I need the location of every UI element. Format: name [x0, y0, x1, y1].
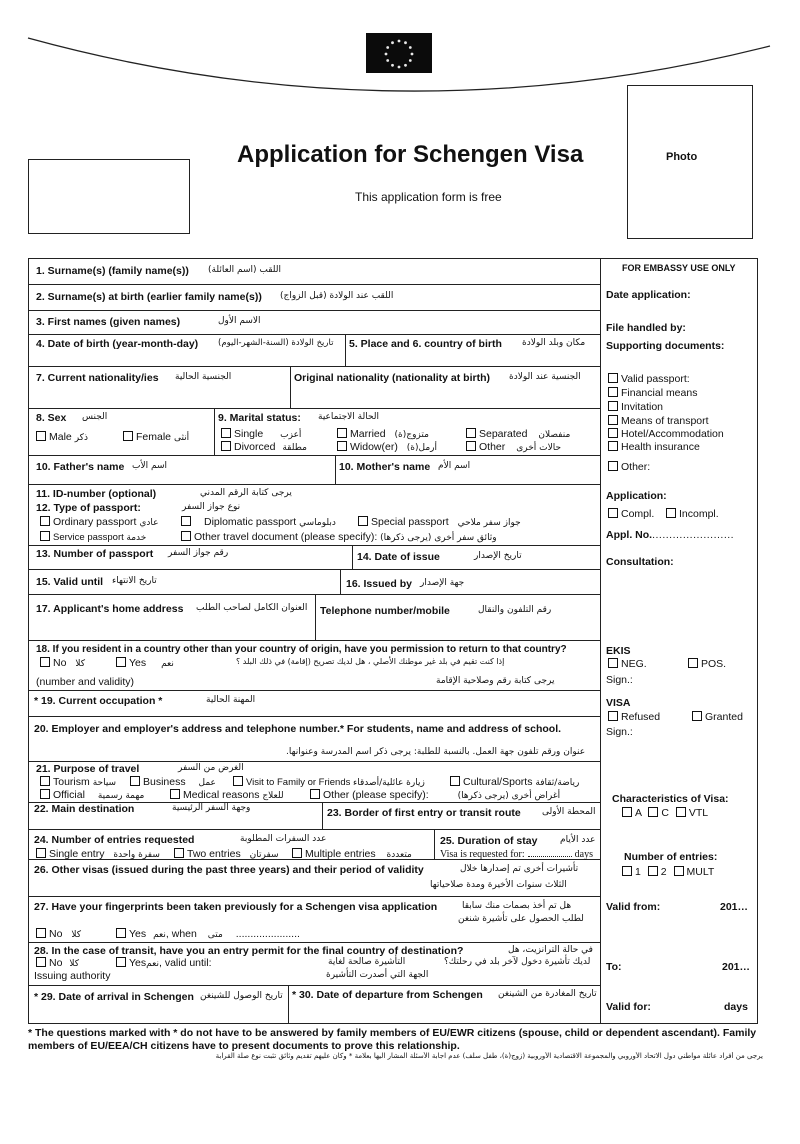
- embassy-doc-checkbox[interactable]: Invitation: [608, 401, 663, 413]
- field-mother-name-ar: اسم الأم: [438, 461, 471, 471]
- embassy-char-checkboxes[interactable]: A C VTL: [622, 807, 708, 819]
- embassy-valid-for: Valid for:: [606, 1001, 651, 1013]
- passport-ordinary-checkbox[interactable]: Ordinary passport عادي: [40, 516, 159, 528]
- field-residence-permit-ar: إذا كنت تقيم في بلد غير موطنك الأصلي ، هل لديك تصريح (إقامة) في ذلك البلد ؟: [236, 657, 505, 666]
- eu-flag: [366, 33, 432, 73]
- photo-label: Photo: [666, 151, 698, 163]
- field-date-of-issue[interactable]: 14. Date of issue: [357, 551, 440, 563]
- marital-divorced-checkbox[interactable]: Divorced مطلقة: [221, 441, 307, 453]
- embassy-supporting-docs: Supporting documents:: [606, 340, 725, 352]
- fingerprints-yes-checkbox[interactable]: Yes نعم, when متى ......................: [116, 928, 300, 940]
- field-father-name[interactable]: 10. Father's name: [36, 461, 125, 473]
- sex-male-checkbox[interactable]: Male ذكر: [36, 431, 88, 443]
- embassy-days: days: [724, 1001, 748, 1013]
- field-marital-status-ar: الحالة الاجتماعية: [318, 412, 379, 422]
- purpose-business-checkbox[interactable]: Business عمل: [130, 776, 216, 788]
- field-transit-permit-ar2: لديك تأشيرة دخول لآخر بلد في رحلتك؟: [444, 957, 591, 967]
- marital-widow-checkbox[interactable]: Widow(er) أرمل(ة): [337, 441, 437, 453]
- embassy-neg-checkbox[interactable]: NEG.: [608, 658, 647, 670]
- field-surname-at-birth-ar: اللقب عند الولادة (قبل الزواج): [280, 291, 394, 301]
- footer-note: * The questions marked with * do not have to be answered by family members of EU/EWR citizens (spouse, child or dependent ascendant). Family members of EU/EEA/CH citizens have to present documents to prove this relationship.: [28, 1027, 757, 1052]
- passport-other-checkbox[interactable]: Other travel document (please specify): وثائق سفر أخرى (يرجى ذكرها): [181, 531, 497, 543]
- field-other-visas[interactable]: 26. Other visas (issued during the past three years) and their period of validity: [34, 864, 424, 876]
- embassy-doc-checkbox[interactable]: Hotel/Accommodation: [608, 428, 724, 440]
- embassy-characteristics: Characteristics of Visa:: [612, 793, 729, 805]
- field-home-address[interactable]: 17. Applicant's home address: [36, 603, 184, 615]
- embassy-incompl-checkbox[interactable]: Incompl.: [666, 508, 719, 520]
- field-issuing-authority[interactable]: Issuing authority: [34, 970, 111, 982]
- eu-stars-icon: [366, 33, 432, 73]
- marital-other-checkbox[interactable]: Other حالات أخرى: [466, 441, 561, 453]
- field-place-country-birth-ar: مكان وبلد الولادة: [522, 338, 586, 348]
- field-purpose-ar: الغرض من السفر: [178, 763, 244, 773]
- field-occupation[interactable]: * 19. Current occupation *: [34, 695, 163, 707]
- embassy-to: To:: [606, 961, 622, 973]
- embassy-valid-from: Valid from:: [606, 901, 661, 913]
- transit-yes-checkbox[interactable]: Yesنعم, valid until:: [116, 957, 212, 969]
- purpose-cultural-checkbox[interactable]: Cultural/Sports رياضة/ثقافة: [450, 776, 579, 788]
- purpose-tourism-checkbox[interactable]: Tourism سياحة: [40, 776, 116, 788]
- embassy-refused-checkbox[interactable]: Refused: [608, 711, 660, 723]
- embassy-sign1: Sign.:: [606, 674, 633, 686]
- embassy-year1: 201…: [720, 901, 749, 913]
- field-residence-permit: 18. If you resident in a country other than your country of origin, have you permission to return to that country?: [36, 644, 567, 655]
- embassy-visa: VISA: [606, 697, 631, 709]
- field-fingerprints-ar1: هل تم أخذ بصمات منك سابقا: [462, 901, 572, 911]
- embassy-application: Application:: [606, 490, 667, 502]
- field-original-nationality-ar: الجنسية عند الولادة: [509, 372, 581, 382]
- transit-no-checkbox[interactable]: No كلا: [36, 957, 79, 969]
- field-fingerprints-ar2: لطلب الحصول على تأشيرة شنغن: [458, 914, 584, 924]
- field-date-of-issue-ar: تاريخ الإصدار: [474, 551, 522, 561]
- embassy-compl-checkbox[interactable]: Compl.: [608, 508, 654, 520]
- embassy-appl-no: Appl. No.........................: [606, 529, 735, 541]
- field-passport-type: 12. Type of passport:: [36, 502, 141, 514]
- embassy-date-application: Date application:: [606, 289, 691, 301]
- embassy-doc-checkbox[interactable]: Means of transport: [608, 415, 709, 427]
- entries-multiple-checkbox[interactable]: Multiple entries متعددة: [292, 848, 412, 860]
- field-transit-permit-ar1: في حالة الترانزيت، هل: [508, 945, 593, 955]
- field-departure-date-ar: تاريخ المغادرة من الشينغن: [498, 989, 597, 999]
- field-valid-until-ar: تاريخ الانتهاء: [112, 576, 157, 586]
- field-original-nationality[interactable]: Original nationality (nationality at birth): [294, 372, 491, 384]
- field-first-names[interactable]: 3. First names (given names): [36, 316, 181, 328]
- embassy-divider: [600, 258, 601, 1024]
- field-sex-ar: الجنس: [82, 412, 108, 422]
- field-place-country-birth[interactable]: 5. Place and 6. country of birth: [349, 338, 502, 350]
- field-issued-by[interactable]: 16. Issued by: [346, 578, 412, 590]
- field-fingerprints: 27. Have your fingerprints been taken previously for a Schengen visa application: [34, 901, 438, 913]
- page-subtitle: This application form is free: [355, 190, 502, 204]
- embassy-heading: FOR EMBASSY USE ONLY: [622, 263, 736, 273]
- field-passport-type-ar: نوع جواز السفر: [182, 502, 241, 512]
- residence-yes-checkbox[interactable]: Yes نعم: [116, 657, 174, 669]
- field-main-destination[interactable]: 22. Main destination: [34, 803, 135, 815]
- field-marital-status: 9. Marital status:: [218, 412, 301, 424]
- field-father-name-ar: اسم الأب: [132, 461, 167, 471]
- field-entries-requested: 24. Number of entries requested: [34, 834, 195, 846]
- sex-female-checkbox[interactable]: Female أنثى: [123, 431, 189, 443]
- field-valid-until[interactable]: 15. Valid until: [36, 576, 104, 588]
- field-passport-number[interactable]: 13. Number of passport: [36, 548, 154, 560]
- field-duration-requested[interactable]: Visa is requested for: days: [440, 849, 593, 860]
- embassy-doc-checkbox[interactable]: Health insurance: [608, 441, 700, 453]
- field-other-visas-ar2: الثلاث سنوات الأخيرة ومدة صلاحياتها: [430, 880, 567, 890]
- field-border-entry-ar: المحطة الأولى: [542, 807, 596, 817]
- page-title: Application for Schengen Visa: [237, 141, 584, 168]
- field-issued-by-ar: جهة الإصدار: [420, 578, 465, 588]
- field-current-nationality[interactable]: 7. Current nationality/ies: [36, 372, 159, 384]
- embassy-entries: Number of entries:: [624, 851, 718, 863]
- field-residence-number[interactable]: (number and validity): [36, 676, 135, 688]
- field-purpose: 21. Purpose of travel: [36, 763, 140, 775]
- field-departure-date[interactable]: * 30. Date of departure from Schengen: [292, 989, 483, 1001]
- passport-service-checkbox[interactable]: Service passport خدمة: [40, 531, 146, 543]
- field-transit-permit: 28. In the case of transit, have you an entry permit for the final country of destination?: [34, 945, 464, 957]
- passport-special-checkbox[interactable]: Special passport جواز سفر ملاحي: [358, 516, 521, 528]
- field-first-names-ar: الاسم الأول: [218, 316, 261, 326]
- field-mother-name[interactable]: 10. Mother's name: [339, 461, 431, 473]
- field-id-number-ar: يرجى كتابة الرقم المدني: [200, 488, 292, 498]
- embassy-entry-checkboxes[interactable]: 1 2 MULT: [622, 866, 714, 878]
- embassy-doc-checkbox[interactable]: Financial means: [608, 387, 697, 399]
- embassy-doc-checkbox[interactable]: Valid passport:: [608, 373, 690, 385]
- purpose-visit-checkbox[interactable]: Visit to Family or Friends زيارة عائلية/أصدقاء: [233, 776, 425, 788]
- field-sex: 8. Sex: [36, 412, 67, 424]
- field-surname-at-birth[interactable]: 2. Surname(s) at birth (earlier family name(s)): [36, 291, 262, 303]
- field-arrival-date-ar: تاريخ الوصول للشينغن: [200, 991, 283, 1001]
- field-border-entry[interactable]: 23. Border of first entry or transit route: [327, 807, 521, 819]
- field-telephone[interactable]: Telephone number/mobile: [320, 605, 450, 617]
- stamp-box: [28, 159, 190, 234]
- embassy-other-checkbox[interactable]: Other:: [608, 461, 650, 473]
- field-passport-number-ar: رقم جواز السفر: [168, 548, 229, 558]
- field-duration-stay-ar: عدد الأيام: [560, 835, 596, 845]
- field-telephone-ar: رقم التلفون والنقال: [478, 605, 552, 615]
- marital-single-checkbox[interactable]: Single أعزب: [221, 428, 301, 440]
- entries-single-checkbox[interactable]: Single entry سفرة واحدة: [36, 848, 160, 860]
- embassy-ekis: EKIS: [606, 645, 631, 657]
- embassy-file-handled: File handled by:: [606, 322, 686, 334]
- fingerprints-no-checkbox[interactable]: No كلا: [36, 928, 81, 940]
- purpose-medical-checkbox[interactable]: Medical reasons للعلاج: [170, 789, 284, 801]
- entries-two-checkbox[interactable]: Two entries سفرتان: [174, 848, 279, 860]
- field-employer-ar: عنوان ورقم تلفون جهة العمل. بالنسبة للطلبة: يرجى ذكر اسم المدرسة وعنوانها.: [286, 747, 586, 757]
- field-issuing-authority-ar: الجهة التي أصدرت التأشيرة: [326, 970, 429, 980]
- embassy-sign2: Sign.:: [606, 726, 633, 738]
- purpose-other-checkbox[interactable]: Other (please specify): أغراض أخرى (يرجى ذكرها): [310, 789, 560, 801]
- field-surname-ar: اللقب (اسم العائلة): [208, 265, 282, 275]
- marital-married-checkbox[interactable]: Married متزوج(ة): [337, 428, 429, 440]
- field-occupation-ar: المهنة الحالية: [206, 695, 256, 705]
- field-current-nationality-ar: الجنسية الحالية: [175, 372, 232, 382]
- field-residence-number-ar: يرجى كتابة رقم وصلاحية الإقامة: [436, 676, 555, 686]
- field-id-number[interactable]: 11. ID-number (optional): [36, 488, 157, 500]
- field-main-destination-ar: وجهة السفر الرئيسية: [172, 803, 251, 813]
- field-surname[interactable]: 1. Surname(s) (family name(s)): [36, 265, 189, 277]
- field-home-address-ar: العنوان الكامل لصاحب الطلب: [196, 603, 308, 613]
- passport-diplomatic-checkbox[interactable]: Diplomatic passport دبلوماسي: [181, 516, 336, 528]
- field-date-of-birth[interactable]: 4. Date of birth (year-month-day): [36, 338, 199, 350]
- marital-separated-checkbox[interactable]: Separated منفصلان: [466, 428, 570, 440]
- embassy-pos-checkbox[interactable]: POS.: [688, 658, 726, 670]
- field-duration-stay: 25. Duration of stay: [440, 835, 538, 847]
- field-arrival-date[interactable]: * 29. Date of arrival in Schengen: [34, 991, 194, 1003]
- field-other-visas-ar1: تأشيرات أخرى تم إصدارها خلال: [460, 864, 579, 874]
- field-entries-requested-ar: عدد السفرات المطلوبة: [240, 834, 327, 844]
- embassy-consultation: Consultation:: [606, 556, 674, 568]
- embassy-granted-checkbox[interactable]: Granted: [692, 711, 743, 723]
- embassy-year2: 201…: [722, 961, 751, 973]
- field-employer[interactable]: 20. Employer and employer's address and telephone number.* For students, name and address of school.: [34, 723, 562, 735]
- field-transit-valid-ar: التأشيرة صالحة لغاية: [328, 957, 406, 967]
- field-date-of-birth-ar: تاريخ الولادة (السنة-الشهر-اليوم): [218, 338, 334, 348]
- purpose-official-checkbox[interactable]: Official مهمة رسمية: [40, 789, 144, 801]
- footer-note-ar: يرجى من أفراد عائلة مواطني دول الاتحاد الأوروبي والمجموعة الاقتصادية الأوروبية (زوج(ة)، طفل سلف) عدم اجابة الأسئلة المشار اليها بعلامة * وكان عليهم تقديم وثائق تثبت نوع صلة القرابة: [215, 1052, 763, 1060]
- residence-no-checkbox[interactable]: No كلا: [40, 657, 85, 669]
